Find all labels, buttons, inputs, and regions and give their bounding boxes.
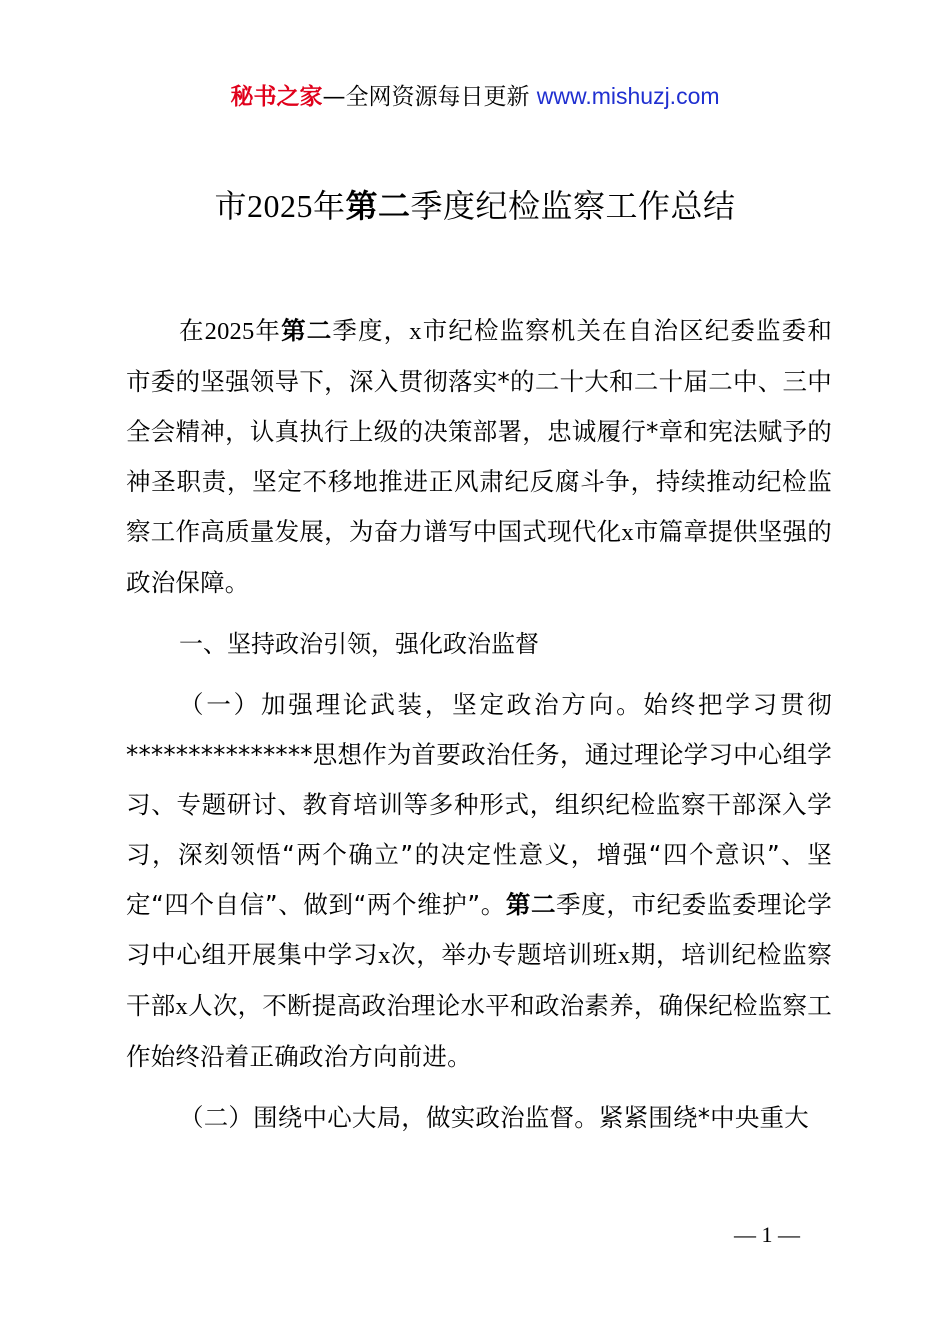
site-header	[0, 80, 950, 113]
intro-paragraph: 在2025年第二季度，x市纪检监察机关在自治区纪委监委和市委的坚强领导下，深入贯彻落实*的二十大和二十届二中、三中全会精神，认真执行上级的决策部署，忠诚履行*章和宪法赋予的神圣职责，坚定不移地推进正风肃纪反腐斗争，持续推动纪检监察工作高质量发展，为奋力谱写中国式现代化x市篇章提供坚强的政治保障。	[126, 316, 833, 597]
document-title: 市2025年第二季度纪检监察工作总结	[214, 187, 736, 225]
section-heading-1: 一、坚持政治引领，强化政治监督	[179, 630, 539, 658]
paragraph-section-1-1: （一）加强理论武装，坚定政治方向。始终把学习贯彻***************思想作为首要政治任务，通过理论学习中心组学习、专题研讨、教育培训等多种形式，组织纪检监察干部深入学习，深刻领悟“两个确立”的决定性意义，增强“四个意识”、坚定“四个自信”、做到“两个维护”。第二季度，市纪委监委理论学习中心组开展集中学习x次，举办专题培训班x期，培训纪检监察干部x人次，不断提高政治理论水平和政治素养，确保纪检监察工作始终沿着正确政治方向前进。	[126, 690, 833, 1071]
brand-name: 秘书之家	[230, 84, 323, 110]
site-url-link[interactable]: www.mishuzj.com	[536, 83, 720, 109]
header-tagline: —全网资源每日更新	[322, 84, 537, 110]
document-body	[126, 306, 832, 1154]
page-number: — 1 —	[734, 1222, 800, 1247]
paragraph-section-1-2: （二）围绕中心大局，做实政治监督。紧紧围绕*中央重大	[179, 1103, 809, 1132]
